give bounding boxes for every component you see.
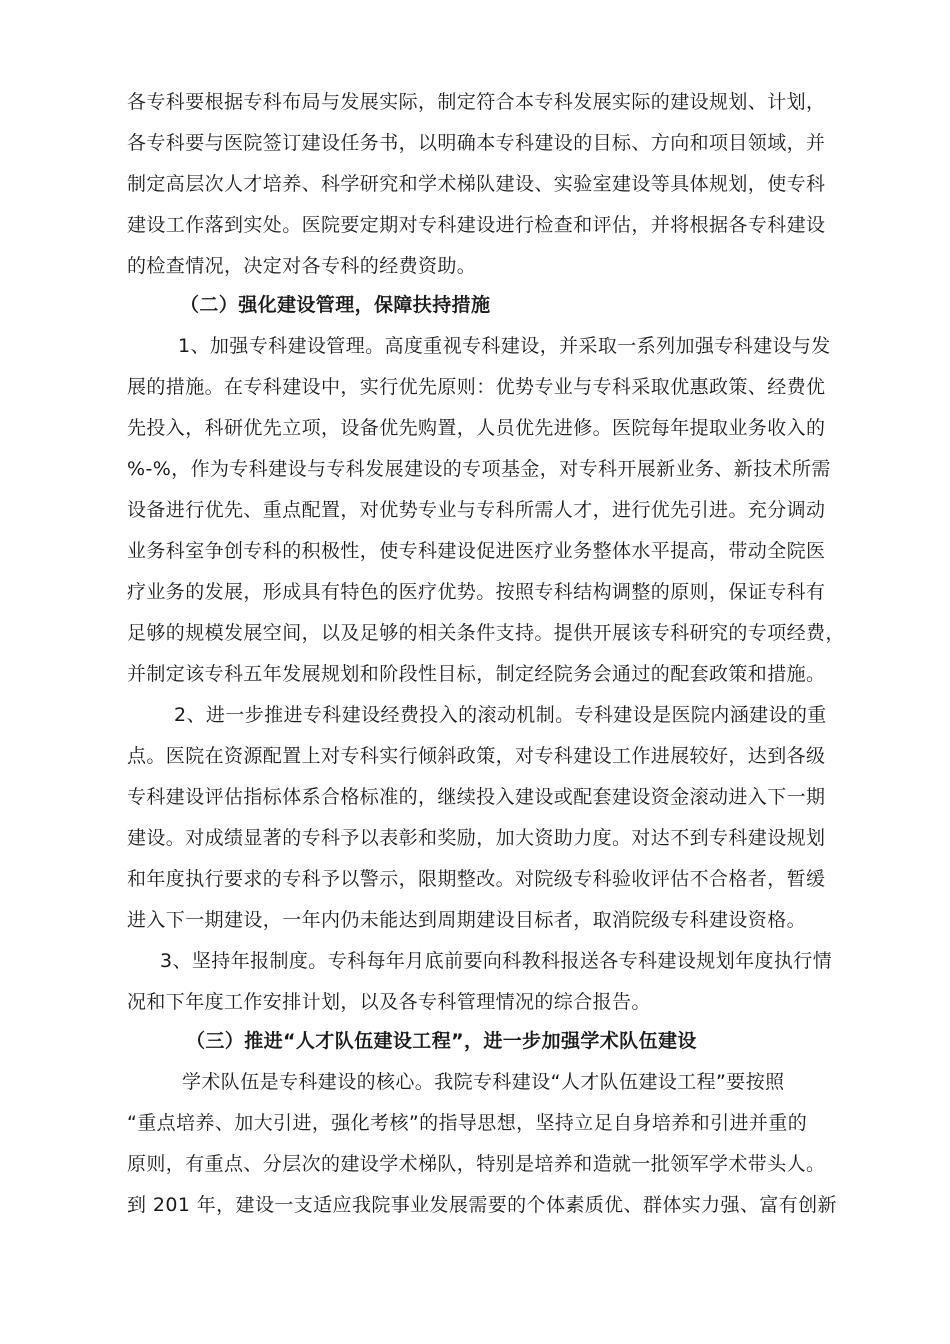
paragraph-line: 学术队伍是专科建设的核心。我院专科建设“人才队伍建设工程”要按照 (182, 1071, 785, 1093)
paragraph-line: 足够的规模发展空间，以及足够的相关条件支持。提供开展该专科研究的专项经费， (127, 622, 845, 644)
paragraph-line: 设备进行优先、重点配置，对优势专业与专科所需人才，进行优先引进。充分调动 (127, 499, 826, 521)
section-heading: （二）强化建设管理，保障扶持措施 (180, 294, 491, 316)
paragraph-line: 各专科要根据专科布局与发展实际，制定符合本专科发展实际的建设规划、计划， (127, 91, 826, 113)
paragraph-line: 并制定该专科五年发展规划和阶段性目标，制定经院务会通过的配套政策和措施。 (127, 663, 826, 685)
paragraph-line: 制定高层次人才培养、科学研究和学术梯队建设、实验室建设等具体规划，使专科 (127, 173, 826, 195)
paragraph-line: 疗业务的发展，形成具有特色的医疗优势。按照专科结构调整的原则，保证专科有 (127, 581, 826, 603)
paragraph-line: 3、坚持年报制度。专科每年月底前要向科教科报送各专科建设规划年度执行情 (160, 950, 833, 972)
paragraph-line: 建设。对成绩显著的专科予以表彰和奖励，加大资助力度。对达不到专科建设规划 (127, 827, 826, 849)
paragraph-line: 到 201 年，建设一支适应我院事业发展需要的个体素质优、群体实力强、富有创新 (127, 1194, 837, 1216)
paragraph-line: 展的措施。在专科建设中，实行优先原则：优势专业与专科采取优惠政策、经费优 (127, 376, 826, 398)
paragraph-line: 1、加强专科建设管理。高度重视专科建设，并采取一系列加强专科建设与发 (178, 335, 831, 357)
paragraph-line: 况和下年度工作安排计划，以及各专科管理情况的综合报告。 (127, 991, 651, 1013)
paragraph-line: 点。医院在资源配置上对专科实行倾斜政策，对专科建设工作进展较好，达到各级 (127, 745, 826, 767)
paragraph-line: 专科建设评估指标体系合格标准的，继续投入建设或配套建设资金滚动进入下一期 (127, 786, 826, 808)
paragraph-line: 和年度执行要求的专科予以警示，限期整改。对院级专科验收评估不合格者，暂缓 (127, 868, 826, 890)
paragraph-line: 建设工作落到实处。医院要定期对专科建设进行检查和评估，并将根据各专科建设 (127, 214, 826, 236)
paragraph-line: %-%，作为专科建设与专科发展建设的专项基金，对专科开展新业务、新技术所需 (127, 458, 831, 480)
paragraph-line: 各专科要与医院签订建设任务书，以明确本专科建设的目标、方向和项目领域，并 (127, 132, 826, 154)
paragraph-line: 原则，有重点、分层次的建设学术梯队，特别是培养和造就一批领军学术带头人。 (127, 1153, 826, 1175)
section-heading: （三）推进“人才队伍建设工程”，进一步加强学术队伍建设 (186, 1030, 697, 1052)
paragraph-line: 业务科室争创专科的积极性，使专科建设促进医疗业务整体水平提高，带动全院医 (127, 540, 826, 562)
paragraph-line: “重点培养、加大引进，强化考核”的指导思想，坚持立足自身培养和引进并重的 (127, 1112, 808, 1134)
paragraph-line: 先投入，科研优先立项，设备优先购置，人员优先进修。医院每年提取业务收入的 (127, 417, 826, 439)
paragraph-line: 2、进一步推进专科建设经费投入的滚动机制。专科建设是医院内涵建设的重 (174, 704, 827, 726)
paragraph-line: 的检查情况，决定对各专科的经费资助。 (127, 255, 477, 277)
paragraph-line: 进入下一期建设，一年内仍未能达到周期建设目标者，取消院级专科建设资格。 (127, 909, 807, 931)
